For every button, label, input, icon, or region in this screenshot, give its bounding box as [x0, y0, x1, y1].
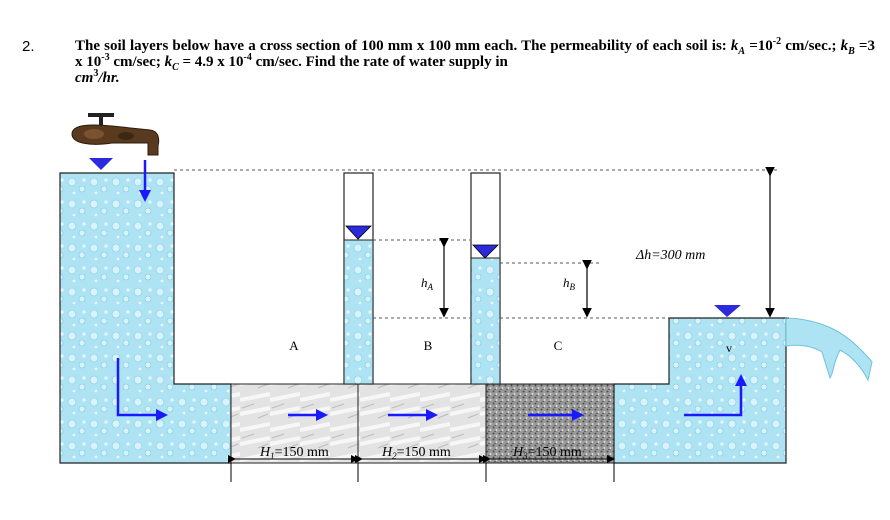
kB-sub: B [848, 46, 855, 57]
piezometer-A-water [344, 240, 373, 384]
unit-hr: /hr. [98, 70, 120, 86]
kC-eq: = 4.9 x 10 [178, 54, 244, 70]
kC-sub: C [172, 62, 179, 73]
H3-label: $H_3=150$ mm [513, 445, 582, 461]
kC-unit: cm/sec. Find the rate of water supply in [251, 54, 508, 70]
soil-A-label: A [289, 338, 299, 353]
kA-exp: -2 [772, 36, 782, 47]
hB-label: $h_B$ [563, 275, 575, 292]
kB-exp: -3 [101, 52, 110, 63]
kC-exp: -4 [243, 52, 252, 63]
left-reservoir-water [60, 173, 231, 463]
unit-cm: cm [75, 70, 94, 86]
kA-symbol: k [730, 38, 739, 54]
water-level-marker-left [89, 158, 113, 170]
soil-B-label: B [423, 338, 433, 353]
H2-label: $H_2=150$ mm [382, 445, 451, 461]
delta-h-label: Δh=300 mm [636, 248, 706, 263]
hA-label: $h_A$ [421, 275, 433, 292]
kB-symbol: k [840, 38, 849, 54]
water-level-marker-right [714, 305, 741, 317]
kA-eq: =10 [745, 38, 773, 54]
H1-label: $H_1=150$ mm [260, 445, 329, 461]
kA-sub: A [738, 46, 746, 57]
soil-C-label: C [553, 338, 563, 353]
unit-exp: 3 [93, 68, 99, 79]
kB-unit: cm/sec; [109, 54, 165, 70]
question-number: 2. [22, 38, 35, 55]
right-reservoir-water [614, 318, 786, 463]
question-is: is: [711, 38, 731, 54]
velocity-label: v [726, 341, 732, 355]
question-line1: The soil layers below have a cross section of 100 mm x 100 mm each. The permeability of each soil [75, 38, 708, 54]
water-tap-icon [72, 113, 159, 155]
kC-symbol: k [164, 54, 173, 70]
kB-eq: =3 x 10 [75, 38, 875, 70]
kA-unit: cm/sec.; [781, 38, 841, 54]
outflow-spill [786, 318, 872, 380]
piezometer-B-water [471, 258, 500, 384]
